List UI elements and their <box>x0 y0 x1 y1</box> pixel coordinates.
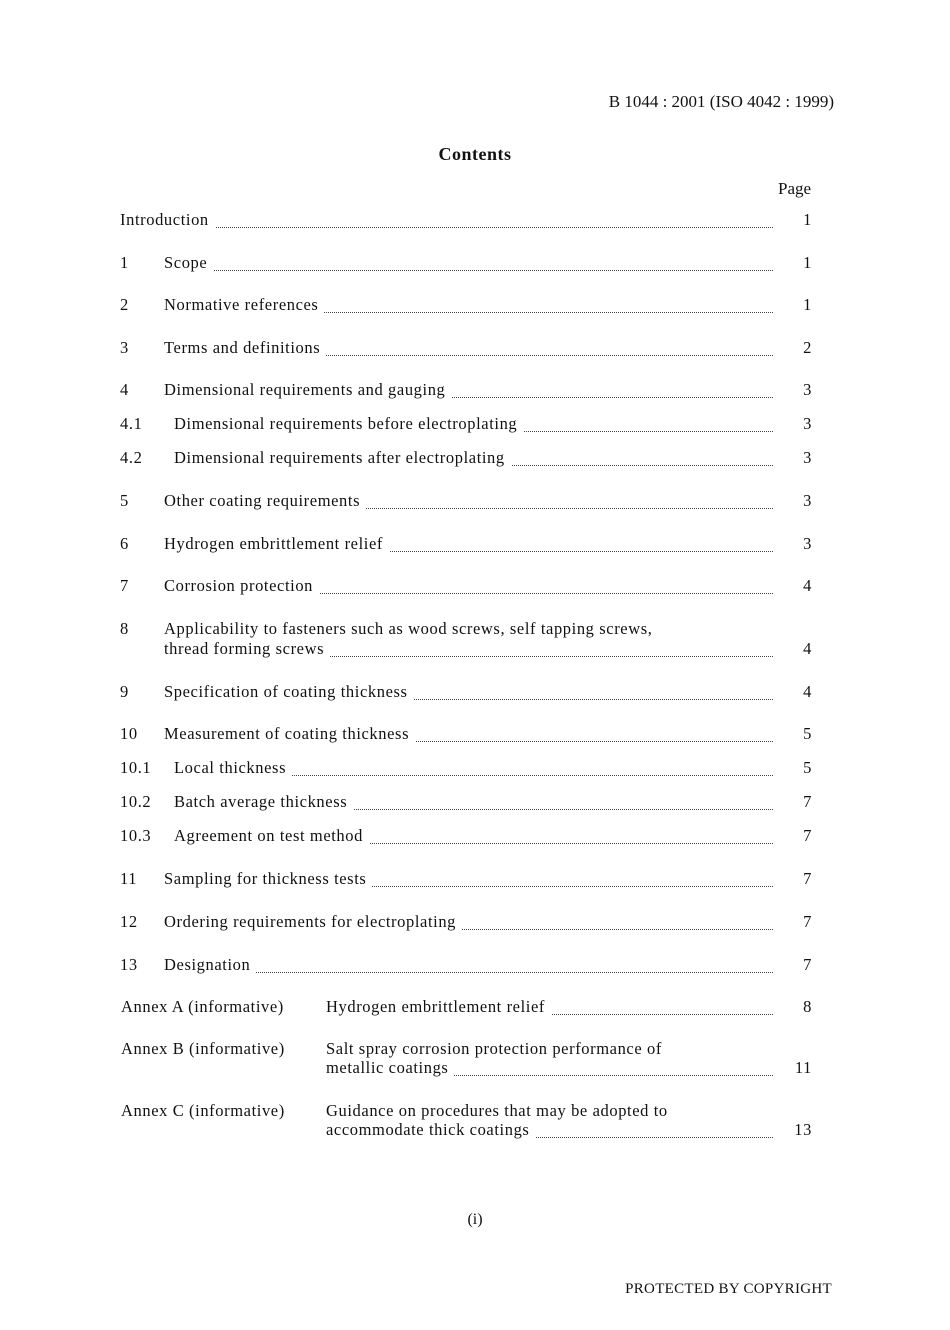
toc-entry-title-text: Hydrogen embrittlement relief <box>326 997 551 1016</box>
toc-entry-number: 9 <box>120 682 129 701</box>
toc-entry-title-text: thread forming screws <box>164 639 330 658</box>
toc-entry-title <box>326 1058 773 1080</box>
toc-entry-title <box>120 210 773 232</box>
toc-entry-number: 4.1 <box>120 414 143 433</box>
toc-entry-page: 3 <box>803 534 812 553</box>
toc-entry-title <box>164 534 773 556</box>
toc-entry-number: Annex C (informative) <box>121 1101 285 1120</box>
toc-entry-title-text: Corrosion protection <box>164 576 319 595</box>
toc-entry-number: Annex A (informative) <box>121 997 284 1016</box>
toc-entry-title <box>164 639 773 661</box>
toc-entry-number: 1 <box>120 253 129 272</box>
toc-entry-title <box>174 448 773 470</box>
toc-entry-number: 10.1 <box>120 758 152 777</box>
toc-entry-title <box>164 682 773 704</box>
toc-entry-title-text: Sampling for thickness tests <box>164 869 372 888</box>
toc-entry-title <box>164 955 773 977</box>
toc-entry-title-text: Dimensional requirements after electroplating <box>174 448 511 467</box>
toc-entry-title <box>164 295 773 317</box>
toc-entry-title-text: Local thickness <box>174 758 292 777</box>
toc-entry-number: Annex B (informative) <box>121 1039 285 1058</box>
toc-entry-page: 3 <box>803 448 812 467</box>
toc-entry-number: 5 <box>120 491 129 510</box>
toc-entry-page: 7 <box>803 792 812 811</box>
toc-entry-number: 10 <box>120 724 138 743</box>
toc-entry-title <box>164 491 773 513</box>
toc-entry-page: 7 <box>803 869 812 888</box>
toc-entry-page: 7 <box>803 912 812 931</box>
toc-entry-title <box>164 576 773 598</box>
dot-leader <box>164 270 773 271</box>
toc-entry-page: 1 <box>803 210 812 229</box>
toc-entry-number: 10.2 <box>120 792 152 811</box>
toc-entry-title-text: Hydrogen embrittlement relief <box>164 534 389 553</box>
toc-entry-page: 5 <box>803 758 812 777</box>
toc-entry-title-text: Specification of coating thickness <box>164 682 414 701</box>
toc-entry-page: 4 <box>803 576 812 595</box>
toc-entry-page: 1 <box>803 295 812 314</box>
toc-entry-page: 4 <box>803 639 812 658</box>
toc-entry-title <box>164 338 773 360</box>
toc-entry-number: 4.2 <box>120 448 143 467</box>
toc-entry-title-text: metallic coatings <box>326 1058 454 1077</box>
toc-entry-title-text: Batch average thickness <box>174 792 353 811</box>
toc-entry-number: 11 <box>120 869 138 888</box>
toc-entry-title-text: Dimensional requirements before electroplating <box>174 414 523 433</box>
toc-entry-title-text: Designation <box>164 955 256 974</box>
toc-entry-number: 6 <box>120 534 129 553</box>
toc-entry-title-text: Terms and definitions <box>164 338 326 357</box>
toc-entry-page: 2 <box>803 338 812 357</box>
toc-entry-title <box>174 758 773 780</box>
contents-heading: Contents <box>438 144 512 164</box>
toc-entry-title-text: Ordering requirements for electroplating <box>164 912 462 931</box>
toc-entry-page: 8 <box>803 997 812 1016</box>
toc-entry-title-line1: Salt spray corrosion protection performance of <box>326 1039 662 1058</box>
toc-entry-number: 3 <box>120 338 129 357</box>
toc-entry-title-text: Normative references <box>164 295 324 314</box>
toc-entry-number: 8 <box>120 619 129 638</box>
toc-entry-title-line1: Guidance on procedures that may be adopted to <box>326 1101 668 1120</box>
toc-entry-title <box>164 912 773 934</box>
toc-entry-page: 3 <box>803 414 812 433</box>
toc-entry-title <box>164 869 773 891</box>
toc-entry-title <box>326 1120 773 1142</box>
toc-entry-number: 13 <box>120 955 138 974</box>
toc-entry-title-text: Introduction <box>120 210 215 229</box>
toc-entry-title-text: accommodate thick coatings <box>326 1120 535 1139</box>
page-number: (i) <box>467 1211 483 1228</box>
toc-entry-page: 13 <box>794 1120 812 1139</box>
toc-entry-number: 10.3 <box>120 826 152 845</box>
toc-entry-title <box>174 792 773 814</box>
page-column-label: Page <box>778 179 812 198</box>
toc-entry-title-text: Other coating requirements <box>164 491 366 510</box>
toc-entry-title <box>174 414 773 436</box>
toc-entry-title-text: Measurement of coating thickness <box>164 724 415 743</box>
toc-entry-title <box>164 253 773 275</box>
dot-leader <box>120 227 773 228</box>
toc-entry-number: 7 <box>120 576 129 595</box>
toc-entry-title-text: Dimensional requirements and gauging <box>164 380 451 399</box>
toc-entry-page: 7 <box>803 955 812 974</box>
toc-entry-title <box>174 826 773 848</box>
toc-entry-page: 5 <box>803 724 812 743</box>
toc-entry-page: 3 <box>803 380 812 399</box>
standard-reference: B 1044 : 2001 (ISO 4042 : 1999) <box>608 92 834 111</box>
toc-entry-title <box>164 724 773 746</box>
copyright-notice: PROTECTED BY COPYRIGHT <box>625 1281 832 1297</box>
toc-entry-title <box>326 997 773 1019</box>
toc-entry-page: 11 <box>794 1058 812 1077</box>
toc-entry-title-text: Scope <box>164 253 213 272</box>
toc-entry-number: 2 <box>120 295 129 314</box>
toc-entry-title-line1: Applicability to fasteners such as wood screws, self tapping screws, <box>164 619 653 638</box>
toc-entry-page: 4 <box>803 682 812 701</box>
toc-entry-page: 1 <box>803 253 812 272</box>
toc-entry-page: 7 <box>803 826 812 845</box>
toc-entry-number: 4 <box>120 380 129 399</box>
toc-entry-page: 3 <box>803 491 812 510</box>
toc-entry-title <box>164 380 773 402</box>
toc-entry-title-text: Agreement on test method <box>174 826 369 845</box>
toc-entry-number: 12 <box>120 912 138 931</box>
